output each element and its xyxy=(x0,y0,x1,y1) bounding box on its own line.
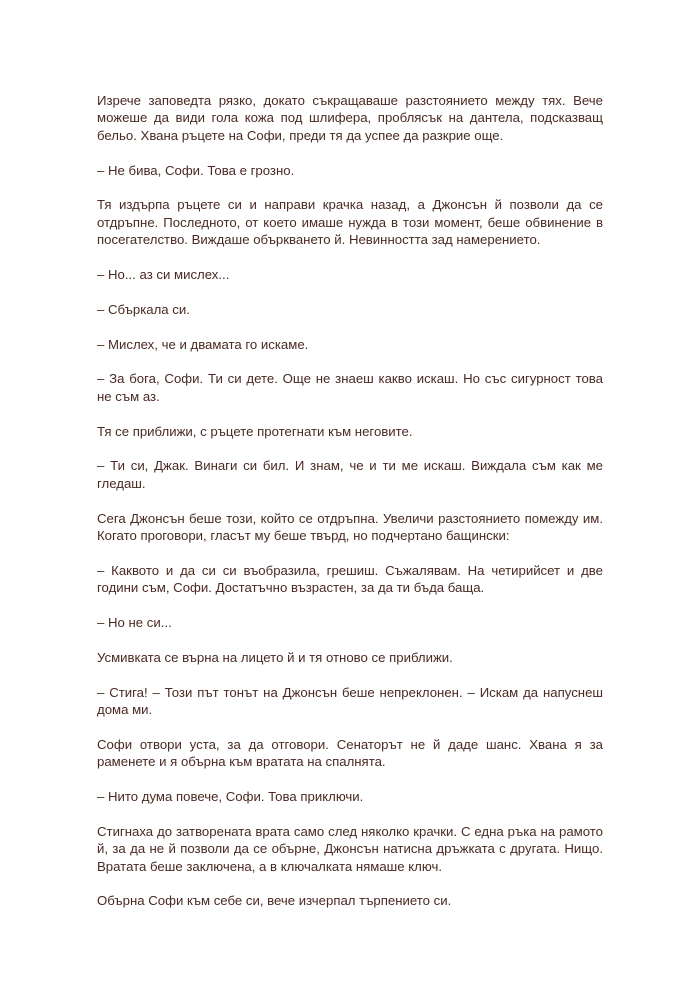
paragraph-13: Усмивката се върна на лицето й и тя отново се приближи. xyxy=(97,649,453,665)
paragraph-2: – Не бива, Софи. Това е грозно. xyxy=(97,162,295,178)
paragraph-7: – За бога, Софи. Ти си дете. Още не знаеш какво искаш. Но със сигурност това не съм аз. xyxy=(97,371,603,404)
paragraph-17: Стигнаха до затворената врата само след няколко крачки. С една ръка на рамото й, за да не й позволи да се обърне, Джонсън натисна дръжката с другата. Нищо. Вратата беше заключена, а в ключалката нямаше ключ. xyxy=(97,823,603,874)
paragraph-3: Тя издърпа ръцете си и направи крачка назад, а Джонсън й позволи да се отдръпне. Последното, от което имаше нужда в този момент, беше обвинение в посегателство. Виждаше объркването й. Невинността зад намерението. xyxy=(97,197,603,248)
paragraph-16: – Нито дума повече, Софи. Това приключи. xyxy=(97,789,364,805)
paragraph-18: Обърна Софи към себе си, вече изчерпал търпението си. xyxy=(97,893,452,909)
paragraph-6: – Мислех, че и двамата го искаме. xyxy=(97,336,309,352)
paragraph-10: Сега Джонсън беше този, който се отдръпна. Увеличи разстоянието помежду им. Когато проговори, гласът му беше твърд, но подчертано бащински: xyxy=(97,510,603,544)
paragraph-12: – Но не си... xyxy=(97,615,172,631)
paragraph-9: – Ти си, Джак. Винаги си бил. И знам, че и ти ме искаш. Виждала съм как ме гледаш. xyxy=(97,458,603,491)
paragraph-4: – Но... аз си мислех... xyxy=(97,267,230,283)
paragraph-8: Тя се приближи, с ръцете протегнати към неговите. xyxy=(97,423,413,439)
paragraph-5: – Сбъркала си. xyxy=(97,301,190,317)
document-body xyxy=(97,92,603,927)
paragraph-11: – Каквото и да си си въобразила, грешиш. Съжалявам. На четирийсет и две години съм, Софи. Достатъчно възрастен, за да ти бъда баща. xyxy=(97,562,603,596)
paragraph-15: Софи отвори уста, за да отговори. Сенаторът не й даде шанс. Хвана я за раменете и я обърна към вратата на спалнята. xyxy=(97,736,603,770)
paragraph-1: Изрече заповедта рязко, докато съкращаваше разстоянието между тях. Вече можеше да види гола кожа под шлифера, проблясък на дантела, подсказващ бельо. Хвана ръцете на Софи, преди тя да успее да разкрие още. xyxy=(97,93,603,143)
paragraph-14: – Стига! – Този път тонът на Джонсън беше непреклонен. – Искам да напуснеш дома ми. xyxy=(97,684,603,718)
